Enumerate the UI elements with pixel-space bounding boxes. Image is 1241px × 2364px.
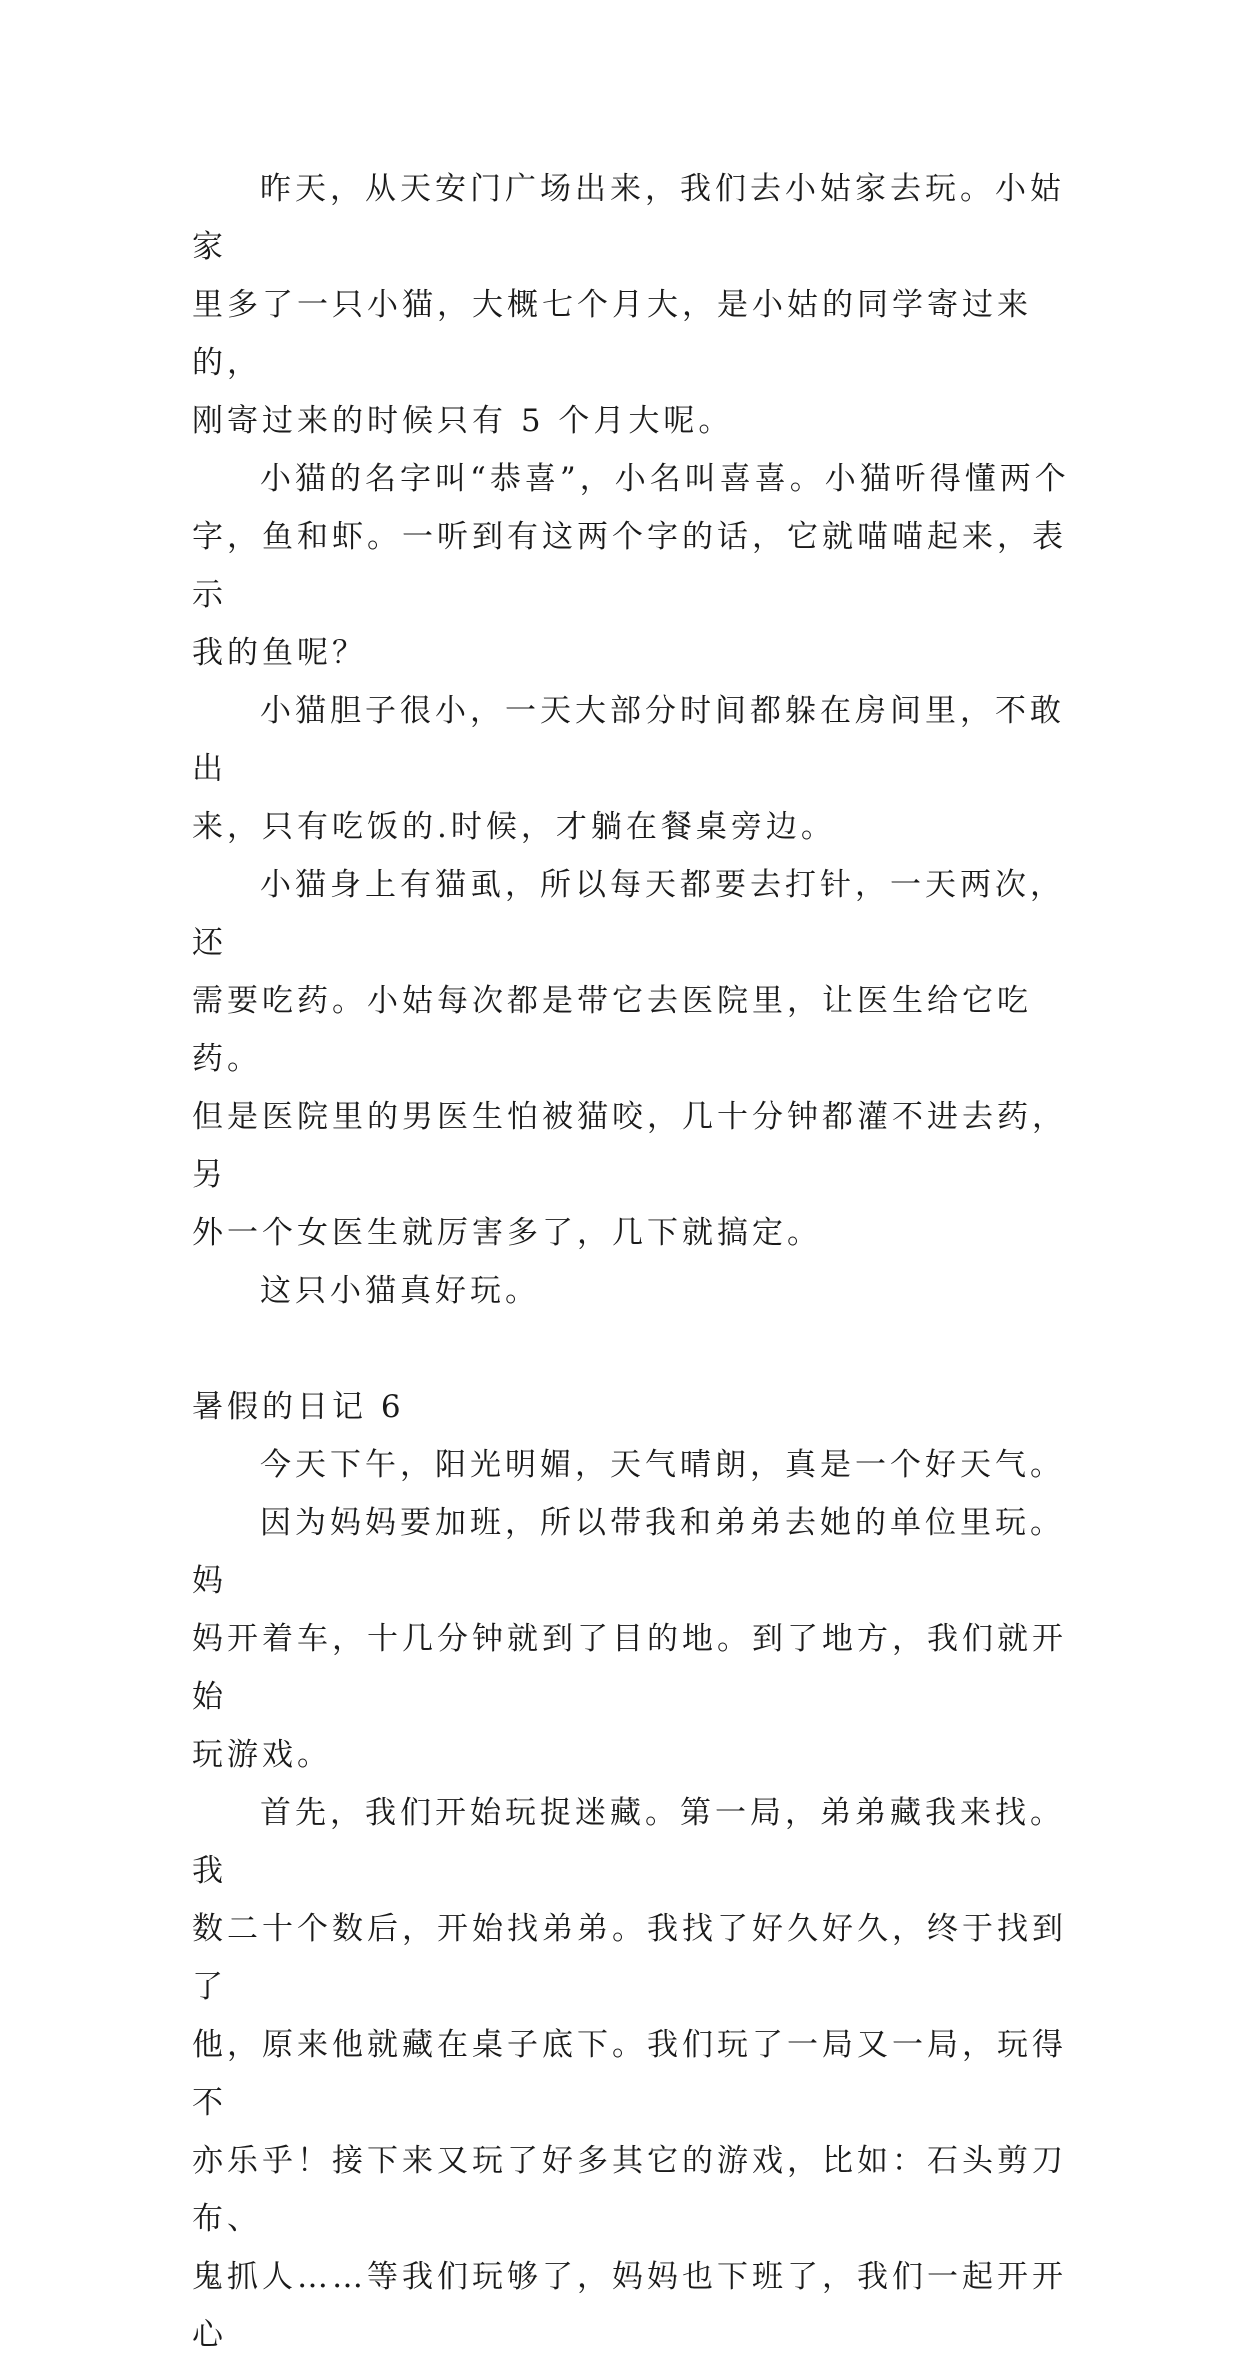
paragraph: 这只小猫真好玩。: [260, 1273, 540, 1309]
section-spacer: [192, 1320, 1072, 1378]
paragraph: 今天下午，阳光明媚，天气晴朗，真是一个好天气。: [260, 1447, 1065, 1483]
paragraph: 小猫胆子很小，一天大部分时间都躲在房间里，不敢出 来，只有吃饭的.时候，才躺在餐桌旁边。: [192, 693, 1065, 845]
paragraph: 首先，我们开始玩捉迷藏。第一局，弟弟藏我来找。我 数二十个数后，开始找弟弟。我找了好久好久，终于找到了 他，原来他就藏在桌子底下。我们玩了一局又一局，玩得不 亦乐乎！接下来又玩了好多其它的游戏，比如：石头剪刀布、 鬼抓人……等我们玩够了，妈妈也下班了，我们一起开开心: [192, 1795, 1067, 2353]
paragraph: 小猫身上有猫虱，所以每天都要去打针，一天两次，还 需要吃药。小姑每次都是带它去医院里，让医生给它吃药。 但是医院里的男医生怕被猫咬，几十分钟都灌不进去药，另 外一个女医生就厉害多了，几下就搞定。: [192, 867, 1067, 1251]
paragraph: 因为妈妈要加班，所以带我和弟弟去她的单位里玩。妈 妈开着车，十几分钟就到了目的地。到了地方，我们就开始 玩游戏。: [192, 1505, 1067, 1773]
paragraph: 小猫的名字叫“恭喜”，小名叫喜喜。小猫听得懂两个 字，鱼和虾。一听到有这两个字的话，它就喵喵起来，表示 我的鱼呢？: [192, 461, 1070, 671]
paragraph: 昨天，从天安门广场出来，我们去小姑家去玩。小姑家 里多了一只小猫，大概七个月大，是小姑的同学寄过来的， 刚寄过来的时候只有 5 个月大呢。: [192, 171, 1065, 439]
document-page: [192, 160, 1072, 2364]
section-heading: 暑假的日记 6: [192, 1389, 405, 1425]
